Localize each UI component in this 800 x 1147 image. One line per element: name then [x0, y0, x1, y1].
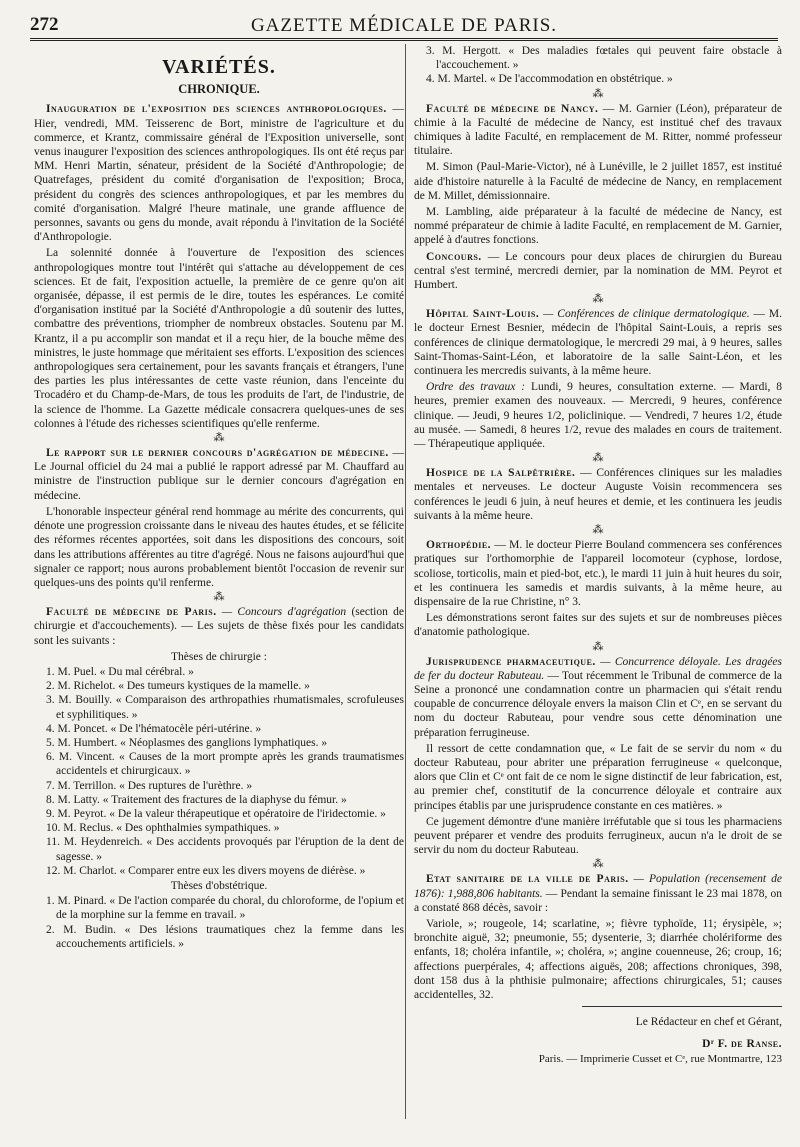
article-jurisprudence — [414, 655, 782, 740]
article-heading: Jurisprudence pharmaceutique. — [426, 655, 596, 668]
article-heading: Orthopédie. — [426, 539, 492, 552]
list-item: 10. M. Reclus. « Des ophthalmies sympathiques. » — [46, 822, 280, 835]
list-item: 4. M. Poncet. « De l'hématocèle péri-utérine. » — [46, 722, 262, 735]
journal-title: GAZETTE MÉDICALE DE PARIS. — [250, 15, 558, 36]
paragraph: Il ressort de cette condamnation que, « Le fait de se servir du nom « du docteur Rabuteau, pour abriter une préparation ferrugineuse « quelconque, alors que Clin et Cᵉ ont fait de ce nom le signe distinctif de leur fabrication, est, au premier chef, constitutif de la concurrence déloyale et contraire aux principes établis par une jurisprudence constante en ces matières. » — [414, 742, 782, 812]
page-header — [30, 8, 778, 41]
article-etat-sanitaire — [414, 872, 782, 915]
list-item: 6. M. Vincent. « Causes de la mort prompte après les grands traumatismes accidentels et chirurgicaux. » — [46, 751, 404, 778]
list-item: 5. M. Humbert. « Néoplasmes des ganglions lymphatiques. » — [46, 736, 328, 749]
article-heading: Inauguration de l'exposition des sciences anthropologiques. — [46, 103, 387, 116]
article-body: — M. Garnier (Léon), préparateur de chimie à la Faculté de médecine de Nancy, est institué chef des travaux chimiques à ladite Faculté, en remplacement de M. Ritter, nommé professeur titulaire. — [414, 102, 783, 158]
section-separator: ⁂ — [592, 640, 604, 653]
section-separator: ⁂ — [213, 591, 225, 604]
article-orthopedie — [414, 538, 782, 609]
article-salpetriere — [414, 466, 782, 523]
paragraph: L'honorable inspecteur général rend hommage au mérite des concurrents, qui dénote une progression croissante dans le niveau des hautes études, et se félicite des réformes récentes apportées, soit dans les dispositions des concours, soit dans les attributions afférentes au titre d'agrégé. Nous ne faisons aujourd'hui que signaler ce rapport; nous aurons probablement bientôt l'occasion de revenir sur quelques-uns des points qu'il renferme. — [34, 505, 404, 589]
list-item: 3. M. Bouilly. « Comparaison des arthropathies rhumatismales, scrofuleuses et syphilitiques. » — [46, 694, 404, 721]
article-body: — Tout récemment le Tribunal de commerce de la Seine a prononcé une condamnation contre un pharmacien qui s'était rendu coupable de concurrence déloyale envers la maison Clin et Cᵉ, en se servant du nom du docteur Rabuteau, pour vendre sous cette dénomination une préparation ferrugineuse. — [414, 669, 783, 739]
surgery-theses-list — [34, 665, 404, 878]
article-body: — M. le docteur Ernest Besnier, médecin de l'hôpital Saint-Louis, a repris ses conférences de clinique dermatologique, le mercredi 29 mai, à 9 heures, salles Saint-Thomas-Saint-Léon, et laboratoire de la salle Saint-Léon, et les continuera les mercredis suivants, à la même heure. — [414, 308, 782, 378]
editor-name: Dʳ F. de Ranse. — [702, 1038, 782, 1051]
obstetric-theses-list-continued — [414, 44, 782, 87]
article-body: — M. le docteur Pierre Bouland commencera ses conférences pratiques sur l'orthomorphie de l'appareil locomoteur (cyphose, lordose, scoliose, torticolis, main et pied-bot, etc.), le mardi 11 juin à huit heures du soir, et les continuera les samedis et mardis suivants, à la même heure, au dispensaire de la rue Christine, n° 3. — [414, 539, 783, 608]
list-item: 7. M. Terrillon. « Des ruptures de l'urèthre. » — [46, 779, 253, 792]
article-heading: Hospice de la Salpêtrière. — [426, 467, 576, 480]
section-title: VARIÉTÉS. — [162, 56, 276, 78]
list-item: 8. M. Latty. « Traitement des fractures de la diaphyse du fémur. » — [46, 793, 347, 806]
article-faculte-nancy — [414, 102, 782, 159]
article-body: — Le concours pour deux places de chirurgien du Bureau central s'est terminé, mercredi dernier, par la nomination de MM. Peyrot et Humbert. — [414, 250, 782, 292]
paragraph: M. Simon (Paul-Marie-Victor), né à Lunéville, le 2 juillet 1857, est institué aide d'histoire naturelle à la Faculté de médecine de Nancy, en remplacement de M. Millet, démissionnaire. — [414, 161, 782, 202]
article-agregation-report — [34, 446, 404, 503]
article-faculte-paris — [34, 605, 404, 648]
article-concours — [414, 250, 782, 293]
signature-rule — [582, 1006, 782, 1007]
article-body: (section de chirurgie et d'accouchements). — Les sujets de thèse fixés pour les candidats sont les suivants : — [34, 606, 405, 647]
article-body: — Hier, vendredi, MM. Teisserenc de Bort, ministre de l'agriculture et du commerce, et Krantz, commissaire général de l'Exposition universelle, sont venus inaugurer l'exposition des sciences anthropologiques. Ils ont été reçus par MM. Henri Martin, sénateur, président de la Société d'Anthropologie; de Quatrefages, président du comité d'organisation de l'exposition; Broca, président du congrès des sciences anthropologiques, et par les membres du comité d'organisation. Malgré l'heure matinale, une grande affluence de personnes, savants ou gens du monde, avait répondu à l'invitation de la Société d'Anthropologie. — [34, 103, 405, 244]
editor-title: Le Rédacteur en chef et Gérant, — [635, 1016, 782, 1029]
list-item: 9. M. Peyrot. « De la valeur thérapeutique et opératoire de l'iridectomie. » — [46, 807, 386, 820]
list-item: 1. M. Puel. « Du mal cérébral. » — [46, 665, 194, 678]
list-item: 11. M. Heydenreich. « Des accidents provoqués par l'éruption de la dent de sagesse. » — [46, 836, 404, 863]
list-item: 1. M. Pinard. « De l'action comparée du choral, du chloroforme, de l'opium et de la morphine sur la femme en travail. » — [46, 895, 404, 922]
section-separator: ⁂ — [592, 87, 604, 100]
article-subheading: — Concours d'agrégation — [221, 606, 347, 619]
article-heading: Faculté de médecine de Paris. — [46, 606, 217, 619]
article-heading: Le rapport sur le dernier concours d'agrégation de médecine. — [46, 447, 389, 460]
list-heading: Thèses d'obstétrique. — [170, 879, 268, 892]
paragraph: Les démonstrations seront faites sur des sujets et sur de nombreuses pièces d'anatomie pathologique. — [414, 612, 782, 639]
article-heading: Etat sanitaire de la ville de Paris. — [426, 873, 629, 886]
section-separator: ⁂ — [592, 524, 604, 537]
list-item: 4. M. Martel. « De l'accommodation en obstétrique. » — [426, 73, 673, 86]
article-heading: Concours. — [426, 250, 482, 263]
column-divider — [405, 44, 406, 1119]
article-body: — Pendant la semaine finissant le 23 mai 1878, on a constaté 868 décès, savoir : — [414, 887, 783, 914]
list-item: 3. M. Hergott. « Des maladies fœtales qui peuvent faire obstacle à l'accouchement. » — [426, 45, 782, 72]
section-separator: ⁂ — [213, 432, 225, 445]
right-column — [414, 44, 782, 1066]
article-heading: Faculté de médecine de Nancy. — [426, 102, 599, 115]
schedule-paragraph — [414, 380, 782, 451]
left-column — [34, 44, 404, 951]
list-item: 2. M. Richelot. « Des tumeurs kystiques de la mamelle. » — [46, 680, 310, 693]
schedule-body: Lundi, 9 heures, consultation externe. — Mardi, 8 heures, premier examen des nouveaux. — Mercredi, 9 heures, conférence clinique. — Jeudi, 9 heures 1/2, policlinique. — Vendredi, 7 heures 1/2, étude au musée. — Samedi, 8 heures 1/2, revue des malades en cours de traitement. — Thérapeutique appliquée. — [414, 381, 783, 451]
subsection-title: CHRONIQUE. — [178, 82, 260, 97]
article-subheading: — Conférences de clinique dermatologique. — [543, 308, 750, 321]
paragraph: La solennité donnée à l'ouverture de l'exposition des sciences anthropologiques montre tout l'intérêt qui s'attache au développement de ces sciences. Et de fait, l'exposition actuelle, la première de ce genre qu'on ait organisée, dépasse, il est permis de le dire, toutes les espérances. Le comité d'organisation institué par la Société d'Anthropologie a dû soutenir des luttes, combattre des préventions, triompher de nombreux obstacles. Soutenu par M. Krantz, il a pu accomplir son mandat et il a reçu hier, de la bouche même des ministres, le juste hommage que méritaient ses efforts. L'exposition des sciences anthropologiques sera certainement, pour les savants français et étrangers, l'une des parties les plus intéressantes de cette vaste réunion, dans l'enceinte du Trocadéro et du Champ-de-Mars, de tous les produits de l'art, de l'industrie, de la science de l'homme. La Gazette médicale consacrera quelques-unes de ses colonnes à l'étude des richesses scientifiques qu'elle renferme. — [34, 247, 404, 430]
article-saint-louis — [414, 307, 782, 378]
paragraph: Variole, »; rougeole, 14; scarlatine, »; fièvre typhoïde, 11; érysipèle, »; bronchite aiguë, 32; pneumonie, 55; dysenterie, 3; diarrhée cholériforme des enfants, 18; choléra infantile, »; choléra, »; angine couenneuse, 26; croup, 16; affections puerpérales, 4; affections aiguës, 208; affections chroniques, 398, dont 158 dus à la phthisie pulmonaire; affections chirurgicales, 51; causes accidentelles, 32. — [414, 917, 782, 1001]
page-number: 272 — [30, 14, 59, 35]
article-heading: Hôpital Saint-Louis. — [426, 308, 540, 321]
printer-line: Paris. — Imprimerie Cusset et Cᵉ, rue Montmartre, 123 — [538, 1052, 782, 1065]
obstetric-theses-list — [34, 894, 404, 951]
paragraph: Ce jugement démontre d'une manière irréfutable que si tous les pharmaciens peuvent préparer et vendre des produits ferrugineux, aucun n'a le droit de se servir du nom du docteur Rabuteau. — [414, 815, 782, 857]
list-heading: Thèses de chirurgie : — [171, 650, 267, 663]
article-subheading: — Population (recensement de 1876): 1,988,806 habitants. — [414, 873, 782, 900]
section-separator: ⁂ — [592, 858, 604, 871]
article-body: — Le Journal officiel du 24 mai a publié le rapport adressé par M. Chauffard au ministre de l'instruction publique sur le dernier concours d'agrégation en médecine. — [34, 447, 404, 502]
paragraph: M. Lambling, aide préparateur à la faculté de médecine de Nancy, est nommé préparateur de chimie à ladite Faculté, en remplacement de M. Garnier, appelé à d'autres fonctions. — [414, 206, 782, 247]
section-separator: ⁂ — [592, 293, 604, 306]
list-item: 12. M. Charlot. « Comparer entre eux les divers moyens de diérèse. » — [46, 864, 366, 877]
schedule-label: Ordre des travaux : — [426, 381, 526, 394]
article-body: — Conférences cliniques sur les maladies mentales et nerveuses. Le docteur Auguste Voisin recommencera ses conférences le jeudi 6 juin, à neuf heures et demie, et les continuera les jeudis suivants à la même heure. — [414, 467, 782, 522]
article-subheading: — Concurrence déloyale. Les dragées de fer du docteur Rabuteau. — [414, 655, 783, 682]
article-exposition — [34, 102, 404, 244]
section-separator: ⁂ — [592, 452, 604, 465]
list-item: 2. M. Budin. « Des lésions traumatiques chez la femme dans les accouchements artificiels. » — [46, 923, 404, 950]
